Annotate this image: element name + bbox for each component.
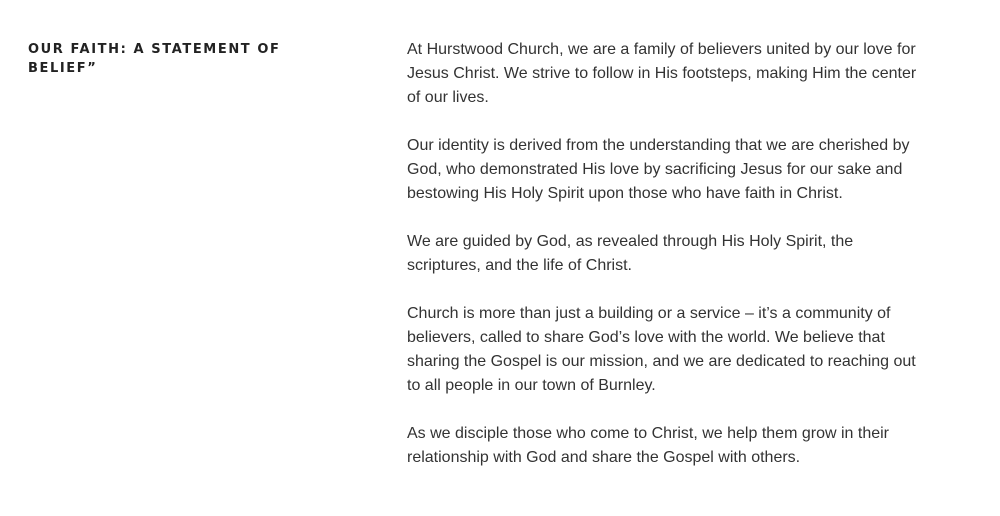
statement-paragraph-2: Our identity is derived from the understanding that we are cherished by God, who demonstrated His love by sacrificing Jesus for our sake and bestowing His Holy Spirit upon those who have faith in Christ. <box>407 137 910 202</box>
statement-paragraph-5: As we disciple those who come to Christ, we help them grow in their relationship with God and share the Gospel with others. <box>407 425 889 466</box>
statement-paragraph-1: At Hurstwood Church, we are a family of believers united by our love for Jesus Christ. We strive to follow in His footsteps, making Him the center of our lives. <box>407 41 917 106</box>
statement-body <box>407 38 927 470</box>
section-heading: OUR FAITH: A STATEMENT OF BELIEF” <box>28 42 281 76</box>
statement-paragraph-3: We are guided by God, as revealed through His Holy Spirit, the scriptures, and the life of Christ. <box>407 233 854 274</box>
statement-paragraph-4: Church is more than just a building or a service – it’s a community of believers, called to share God’s love with the world. We believe that sharing the Gospel is our mission, and we are dedicated to reaching out to all people in our town of Burnley. <box>407 305 916 394</box>
